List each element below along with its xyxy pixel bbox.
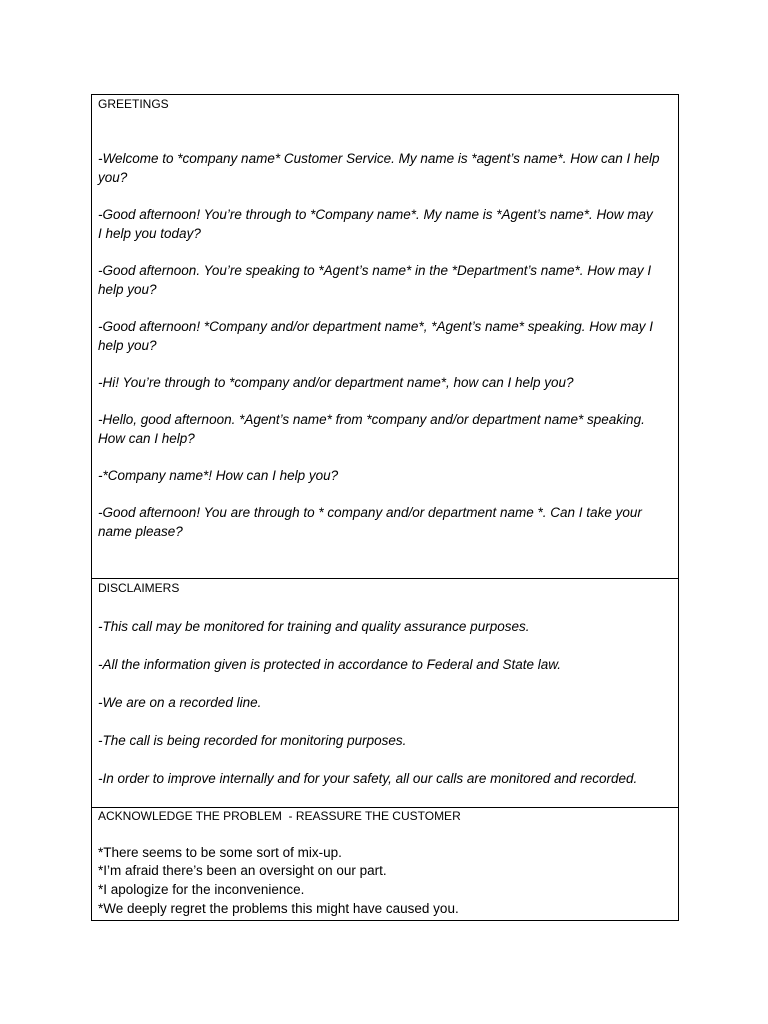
section-heading: GREETINGS xyxy=(98,97,169,111)
acknowledge-line: *There seems to be some sort of mix-up. xyxy=(98,844,342,860)
disclaimer-paragraph xyxy=(98,617,672,636)
greeting-line: I help you today? xyxy=(98,226,201,241)
greeting-paragraph xyxy=(98,149,672,187)
greeting-line: -Welcome to *company name* Customer Service. My name is *agent’s name*. How can I help xyxy=(98,151,660,166)
disclaimer-line: -This call may be monitored for training and quality assurance purposes. xyxy=(98,618,530,634)
greeting-paragraph xyxy=(98,503,672,541)
greeting-paragraph xyxy=(98,317,672,355)
section-heading: DISCLAIMERS xyxy=(98,581,180,595)
section-disclaimers xyxy=(92,578,678,807)
disclaimer-line: -All the information given is protected in accordance to Federal and State law. xyxy=(98,656,562,672)
disclaimer-paragraph xyxy=(98,655,672,674)
greeting-paragraph xyxy=(98,410,672,448)
disclaimer-paragraph xyxy=(98,769,672,788)
greeting-paragraph xyxy=(98,466,672,485)
disclaimer-paragraph xyxy=(98,693,672,712)
script-table xyxy=(91,94,679,921)
section-greetings xyxy=(92,95,678,578)
greeting-line: name please? xyxy=(98,524,183,539)
greeting-line: -*Company name*! How can I help you? xyxy=(98,468,339,483)
greeting-line: -Good afternoon! *Company and/or department name*, *Agent’s name* speaking. How may I xyxy=(98,319,654,334)
disclaimer-line: -The call is being recorded for monitoring purposes. xyxy=(98,732,407,748)
greeting-paragraph xyxy=(98,261,672,299)
greeting-line: you? xyxy=(98,170,128,185)
disclaimer-line: -In order to improve internally and for your safety, all our calls are monitored and recorded. xyxy=(98,770,638,786)
greeting-line: -Good afternoon! You’re through to *Company name*. My name is *Agent’s name*. How may xyxy=(98,207,653,222)
greeting-paragraph xyxy=(98,373,672,392)
greeting-line: help you? xyxy=(98,282,157,297)
greeting-line: help you? xyxy=(98,338,157,353)
acknowledge-line: *We deeply regret the problems this might have caused you. xyxy=(98,900,459,916)
acknowledge-line: *I apologize for the inconvenience. xyxy=(98,881,305,897)
greeting-line: -Hello, good afternoon. *Agent’s name* from *company and/or department name* speaking. xyxy=(98,412,645,427)
disclaimer-paragraph xyxy=(98,731,672,750)
acknowledge-line: *I’m afraid there’s been an oversight on our part. xyxy=(98,863,387,879)
disclaimer-line: -We are on a recorded line. xyxy=(98,694,262,710)
greeting-line: How can I help? xyxy=(98,431,195,446)
greeting-line: -Hi! You’re through to *company and/or department name*, how can I help you? xyxy=(98,375,574,390)
section-acknowledge xyxy=(92,807,678,920)
greeting-line: -Good afternoon. You’re speaking to *Agent’s name* in the *Department’s name*. How may I xyxy=(98,263,652,278)
greeting-paragraph xyxy=(98,205,672,243)
greeting-line: -Good afternoon! You are through to * company and/or department name *. Can I take your xyxy=(98,505,642,520)
acknowledge-list xyxy=(98,844,672,919)
section-heading: ACKNOWLEDGE THE PROBLEM - REASSURE THE CUSTOMER xyxy=(98,809,461,823)
